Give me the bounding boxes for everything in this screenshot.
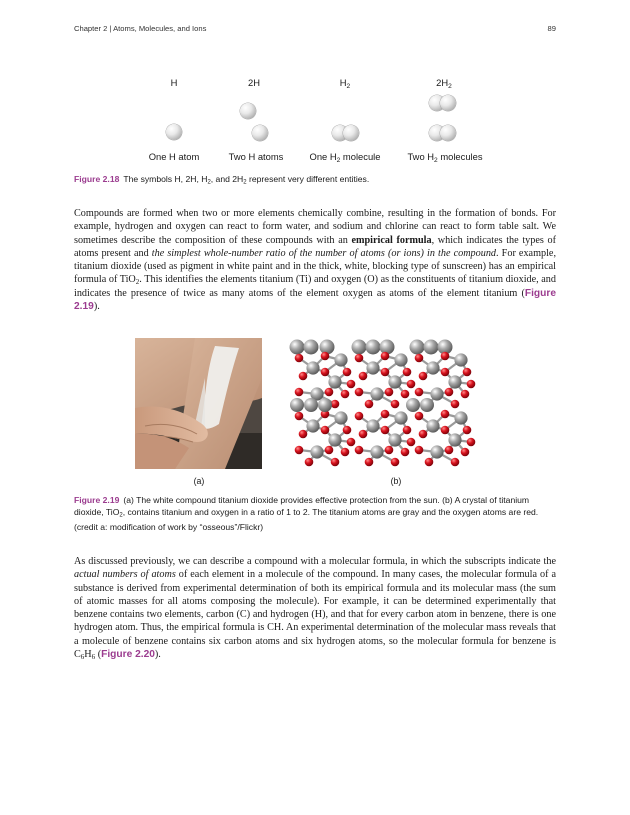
titanium-atom bbox=[366, 340, 381, 355]
figure-2-19-link[interactable]: Figure 2.19 bbox=[74, 287, 556, 312]
symbol-2h2: $2H_2$ bbox=[436, 77, 452, 90]
hydrogen-atom bbox=[166, 124, 182, 140]
oxygen-atom bbox=[445, 446, 454, 455]
term-empirical-formula: empirical formula bbox=[351, 234, 432, 246]
titanium-atom bbox=[352, 340, 367, 355]
titanium-atom bbox=[394, 411, 407, 424]
titanium-atom bbox=[454, 411, 467, 424]
oxygen-atom bbox=[415, 412, 424, 421]
label-two-h-atoms: Two H atoms bbox=[228, 151, 284, 162]
titanium-atom bbox=[454, 353, 467, 366]
oxygen-atom bbox=[299, 372, 308, 381]
oxygen-atom bbox=[355, 412, 364, 421]
oxygen-atom bbox=[467, 438, 476, 447]
oxygen-atom bbox=[295, 446, 304, 455]
titanium-atom bbox=[394, 353, 407, 366]
oxygen-atom bbox=[365, 458, 374, 467]
oxygen-atom bbox=[331, 458, 340, 467]
oxygen-atom bbox=[381, 410, 390, 419]
oxygen-atom bbox=[331, 400, 340, 409]
figure-2-18 bbox=[0, 70, 630, 170]
figure-2-18-caption: Figure 2.18 The symbols H, 2H, $H_2$, and $2H_2$ represent very different entities. bbox=[74, 174, 370, 186]
oxygen-atom bbox=[381, 368, 390, 377]
page-number: 89 bbox=[547, 24, 556, 33]
oxygen-atom bbox=[347, 438, 356, 447]
oxygen-atom bbox=[451, 400, 460, 409]
oxygen-atom bbox=[299, 430, 308, 439]
oxygen-atom bbox=[321, 352, 330, 361]
titanium-atom bbox=[318, 398, 332, 412]
oxygen-atom bbox=[401, 448, 410, 457]
titanium-atom bbox=[306, 419, 319, 432]
oxygen-atom bbox=[403, 368, 412, 377]
titanium-atom bbox=[420, 398, 434, 412]
paragraph-empirical-formula: Compounds are formed when two or more elements chemically combine, resulting in the formation of bonds. For example, hydrogen and oxygen can react to form water, and sodium and chlorine can react to form table salt. We sometimes describe the composition of these compounds with an empirical formula, which indicates the types of atoms present and the simplest whole-number ratio of the number of atoms (or ions) in the compound. For example, titanium dioxide (used as pigment in white paint and in the thick, white, blocking type of sunscreen) has an empirical formula of TiO$_2$. This identifies the elements titanium (Ti) and oxygen (O) as the constituents of titanium dioxide, and indicates the presence of twice as many atoms of the element oxygen as atoms of the element titanium (Figure 2.19). bbox=[74, 208, 557, 312]
oxygen-atom bbox=[341, 390, 350, 399]
oxygen-atom bbox=[419, 372, 428, 381]
oxygen-atom bbox=[419, 430, 428, 439]
subfigure-label-b: (b) bbox=[390, 476, 402, 486]
titanium-atom bbox=[430, 445, 443, 458]
oxygen-atom bbox=[295, 354, 304, 363]
titanium-atom bbox=[328, 433, 341, 446]
titanium-atom bbox=[370, 387, 383, 400]
tio2-crystal-structure bbox=[287, 338, 499, 469]
oxygen-atom bbox=[407, 438, 416, 447]
titanium-atom bbox=[310, 445, 323, 458]
oxygen-atom bbox=[461, 390, 470, 399]
oxygen-atom bbox=[425, 458, 434, 467]
oxygen-atom bbox=[385, 388, 394, 397]
oxygen-atom bbox=[341, 448, 350, 457]
oxygen-atom bbox=[403, 426, 412, 435]
oxygen-atom bbox=[451, 458, 460, 467]
label-two-h2-molecules: Two $H_2$ molecules bbox=[407, 151, 483, 164]
oxygen-atom bbox=[385, 446, 394, 455]
titanium-atom bbox=[410, 340, 425, 355]
hydrogen-atom bbox=[440, 95, 456, 111]
oxygen-atom bbox=[441, 410, 450, 419]
titanium-atom bbox=[448, 375, 461, 388]
oxygen-atom bbox=[355, 388, 364, 397]
oxygen-atom bbox=[347, 380, 356, 389]
figure-2-19-caption: Figure 2.19 (a) The white compound titanium dioxide provides effective protection from the sun. (b) A crystal of titanium dioxide, TiO$_2$, contains titanium and oxygen in a ratio of 1 to 2. The titanium atoms are gray and the oxygen atoms are red. (credit a: modification of work by “osseous”/Flickr) bbox=[74, 495, 539, 532]
page-header bbox=[74, 24, 556, 38]
oxygen-atom bbox=[463, 368, 472, 377]
sunscreen-photo bbox=[135, 338, 262, 469]
figure-label: Figure 2.19 bbox=[74, 495, 120, 505]
oxygen-atom bbox=[467, 380, 476, 389]
oxygen-atom bbox=[381, 426, 390, 435]
titanium-atom bbox=[366, 361, 379, 374]
symbol-2h: 2H bbox=[248, 77, 260, 88]
titanium-atom bbox=[370, 445, 383, 458]
oxygen-atom bbox=[461, 448, 470, 457]
oxygen-atom bbox=[441, 352, 450, 361]
titanium-atom bbox=[448, 433, 461, 446]
oxygen-atom bbox=[445, 388, 454, 397]
oxygen-atom bbox=[415, 354, 424, 363]
symbol-h2: $H_2$ bbox=[339, 77, 351, 90]
oxygen-atom bbox=[407, 380, 416, 389]
oxygen-atom bbox=[321, 426, 330, 435]
titanium-atom bbox=[388, 433, 401, 446]
titanium-atom bbox=[334, 353, 347, 366]
oxygen-atom bbox=[391, 458, 400, 467]
titanium-atom bbox=[424, 340, 439, 355]
oxygen-atom bbox=[463, 426, 472, 435]
oxygen-atom bbox=[355, 354, 364, 363]
oxygen-atom bbox=[415, 446, 424, 455]
oxygen-atom bbox=[441, 426, 450, 435]
oxygen-atom bbox=[401, 390, 410, 399]
oxygen-atom bbox=[359, 430, 368, 439]
titanium-atom bbox=[406, 398, 420, 412]
subfigure-label-a: (a) bbox=[193, 476, 205, 486]
titanium-atom bbox=[430, 387, 443, 400]
oxygen-atom bbox=[295, 388, 304, 397]
figure-label: Figure 2.18 bbox=[74, 174, 120, 184]
hydrogen-atom bbox=[440, 125, 456, 141]
titanium-atom bbox=[426, 419, 439, 432]
oxygen-atom bbox=[343, 368, 352, 377]
oxygen-atom bbox=[359, 372, 368, 381]
oxygen-atom bbox=[325, 388, 334, 397]
label-one-h2-molecule: One $H_2$ molecule bbox=[309, 151, 381, 164]
oxygen-atom bbox=[295, 412, 304, 421]
oxygen-atom bbox=[365, 400, 374, 409]
oxygen-atom bbox=[355, 446, 364, 455]
titanium-atom bbox=[366, 419, 379, 432]
sunscreen-arm-illustration bbox=[135, 338, 262, 469]
titanium-atom bbox=[388, 375, 401, 388]
titanium-atom bbox=[304, 340, 319, 355]
hydrogen-atom bbox=[343, 125, 359, 141]
hydrogen-atom bbox=[252, 125, 268, 141]
oxygen-atom bbox=[391, 400, 400, 409]
titanium-atom bbox=[290, 398, 304, 412]
hydrogen-atom bbox=[240, 103, 256, 119]
oxygen-atom bbox=[343, 426, 352, 435]
symbol-h: H bbox=[170, 77, 178, 88]
titanium-atom bbox=[306, 361, 319, 374]
oxygen-atom bbox=[305, 458, 314, 467]
titanium-atom bbox=[426, 361, 439, 374]
chapter-title: Chapter 2 | Atoms, Molecules, and Ions bbox=[74, 24, 207, 33]
titanium-atom bbox=[304, 398, 318, 412]
oxygen-atom bbox=[321, 368, 330, 377]
oxygen-atom bbox=[381, 352, 390, 361]
titanium-atom bbox=[328, 375, 341, 388]
paragraph-molecular-formula: As discussed previously, we can describe a compound with a molecular formula, in which the subscripts indicate the actual numbers of atoms of each element in a molecule of the compound. In many cases, the molecular formula of a substance is derived from experimental determination of both its empirical formula and its molecular mass (the sum of atomic masses for all atoms composing the molecule). For example, it can be determined experimentally that benzene contains two elements, carbon (C) and hydrogen (H), and that for every carbon atom in benzene, there is one hydrogen atom. Thus, the empirical formula is CH. An experimental determination of the molecular mass reveals that a molecule of benzene contains six carbon atoms and six hydrogen atoms, so the molecular formula for benzene is $C_6H_6$ (Figure 2.20). bbox=[74, 556, 556, 661]
oxygen-atom bbox=[441, 368, 450, 377]
figure-2-20-link[interactable]: Figure 2.20 bbox=[101, 648, 155, 660]
label-one-h-atom: One H atom bbox=[148, 151, 200, 162]
oxygen-atom bbox=[325, 446, 334, 455]
titanium-atom bbox=[334, 411, 347, 424]
oxygen-atom bbox=[415, 388, 424, 397]
titanium-atom bbox=[290, 340, 305, 355]
